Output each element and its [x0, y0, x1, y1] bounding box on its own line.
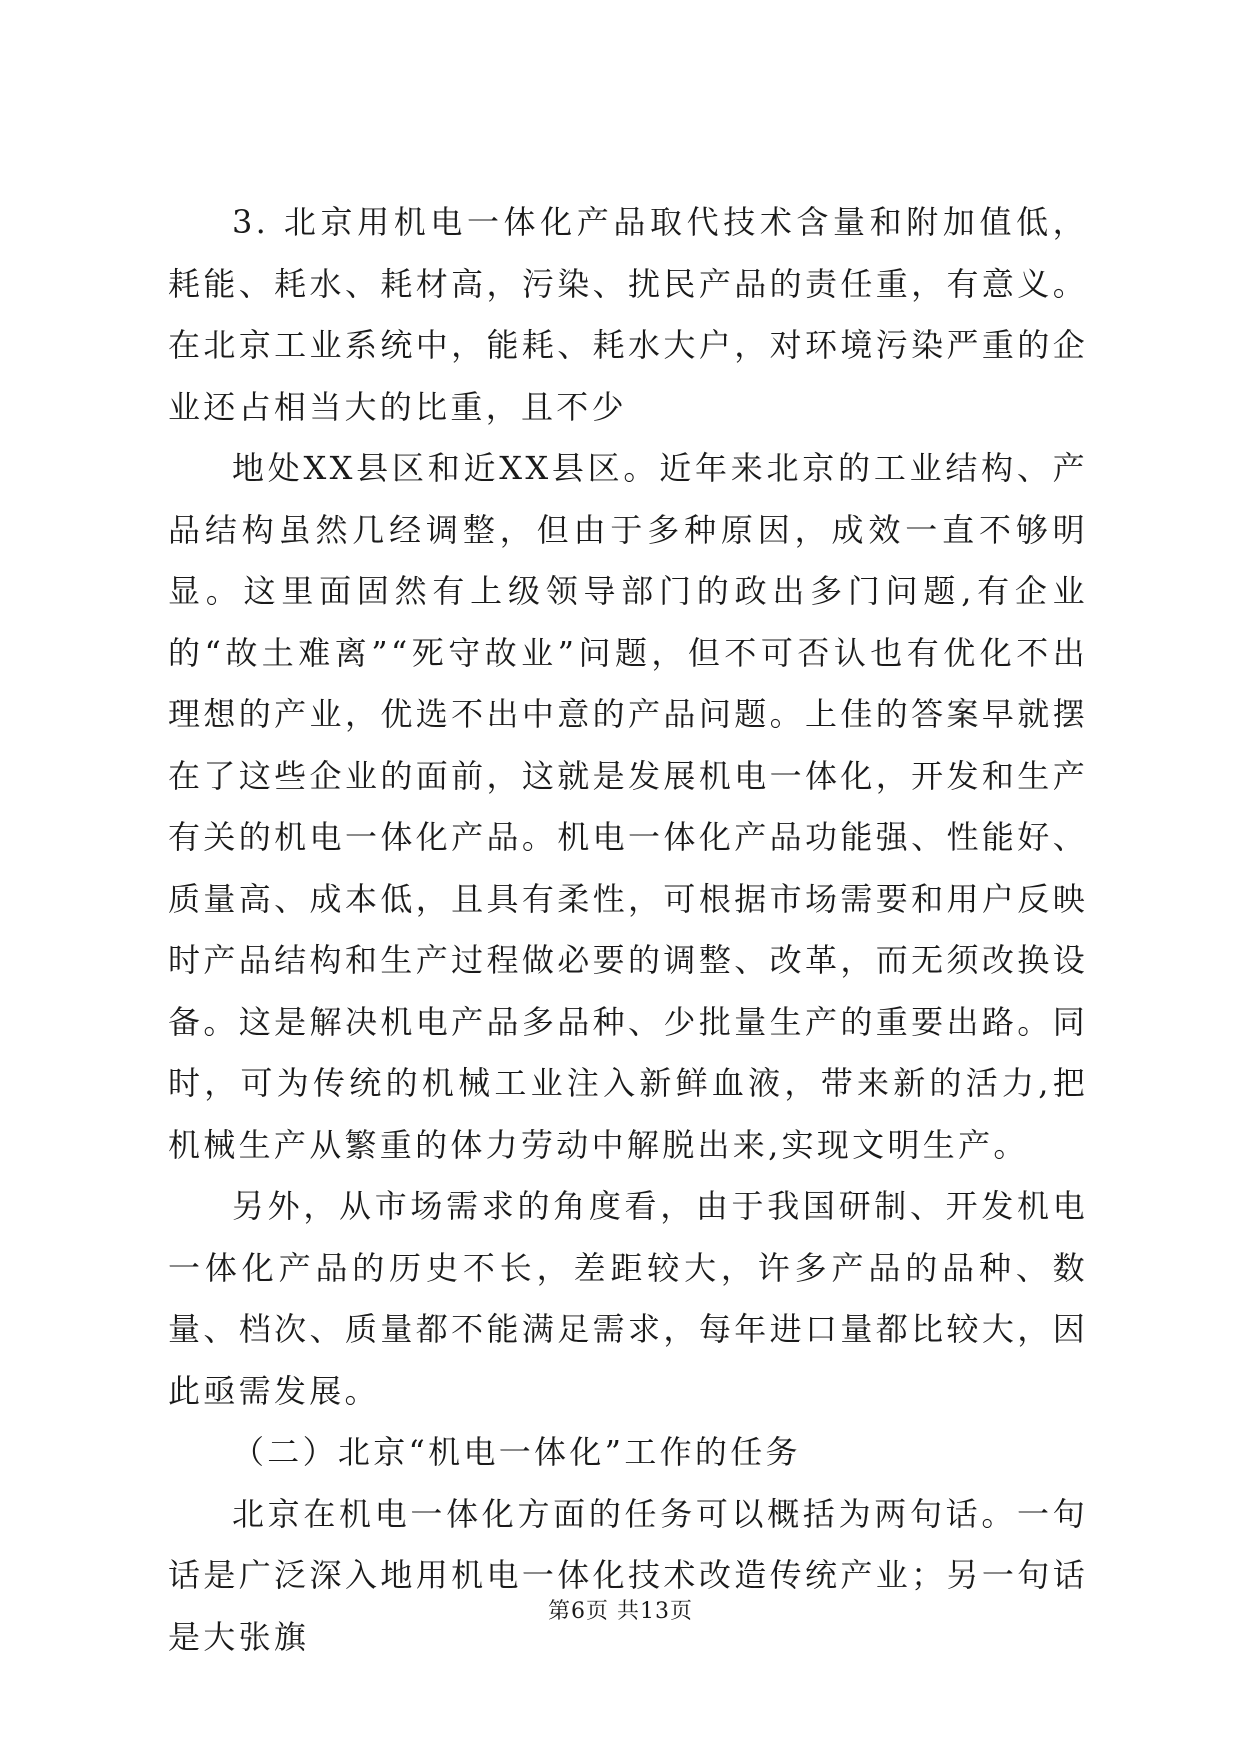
paragraph-1: 3. 北京用机电一体化产品取代技术含量和附加值低，耗能、耗水、耗材高，污染、扰民产品的责任重，有意义。在北京工业系统中，能耗、耗水大户，对环境污染严重的企业还占相当大的比重，且不少 — [168, 203, 1088, 426]
paragraph-2: 地处XX县区和近XX县区。近年来北京的工业结构、产品结构虽然几经调整，但由于多种原因，成效一直不够明显。这里面固然有上级领导部门的政出多门问题,有企业的“故土难离”“死守故业”问题，但不可否认也有优化不出理想的产业，优选不出中意的产品问题。上佳的答案早就摆在了这些企业的面前，这就是发展机电一体化，开发和生产有关的机电一体化产品。机电一体化产品功能强、性能好、质量高、成本低，且具有柔性，可根据市场需要和用户反映时产品结构和生产过程做必要的调整、改革，而无须改换设备。这是解决机电产品多品种、少批量生产的重要出路。同时，可为传统的机械工业注入新鲜血液，带来新的活力,把机械生产从繁重的体力劳动中解脱出来,实现文明生产。 — [168, 449, 1088, 1164]
page-number-footer: 第6页 共13页 — [548, 1599, 693, 1624]
document-body — [168, 192, 1088, 1668]
section-heading: （二）北京“机电一体化”工作的任务 — [232, 1433, 801, 1471]
paragraph-3: 另外，从市场需求的角度看，由于我国研制、开发机电一体化产品的历史不长，差距较大，许多产品的品种、数量、档次、质量都不能满足需求，每年进口量都比较大，因此亟需发展。 — [168, 1187, 1088, 1410]
paragraph-4: 北京在机电一体化方面的任务可以概括为两句话。一句话是广泛深入地用机电一体化技术改造传统产业；另一句话是大张旗 — [168, 1494, 1088, 1656]
